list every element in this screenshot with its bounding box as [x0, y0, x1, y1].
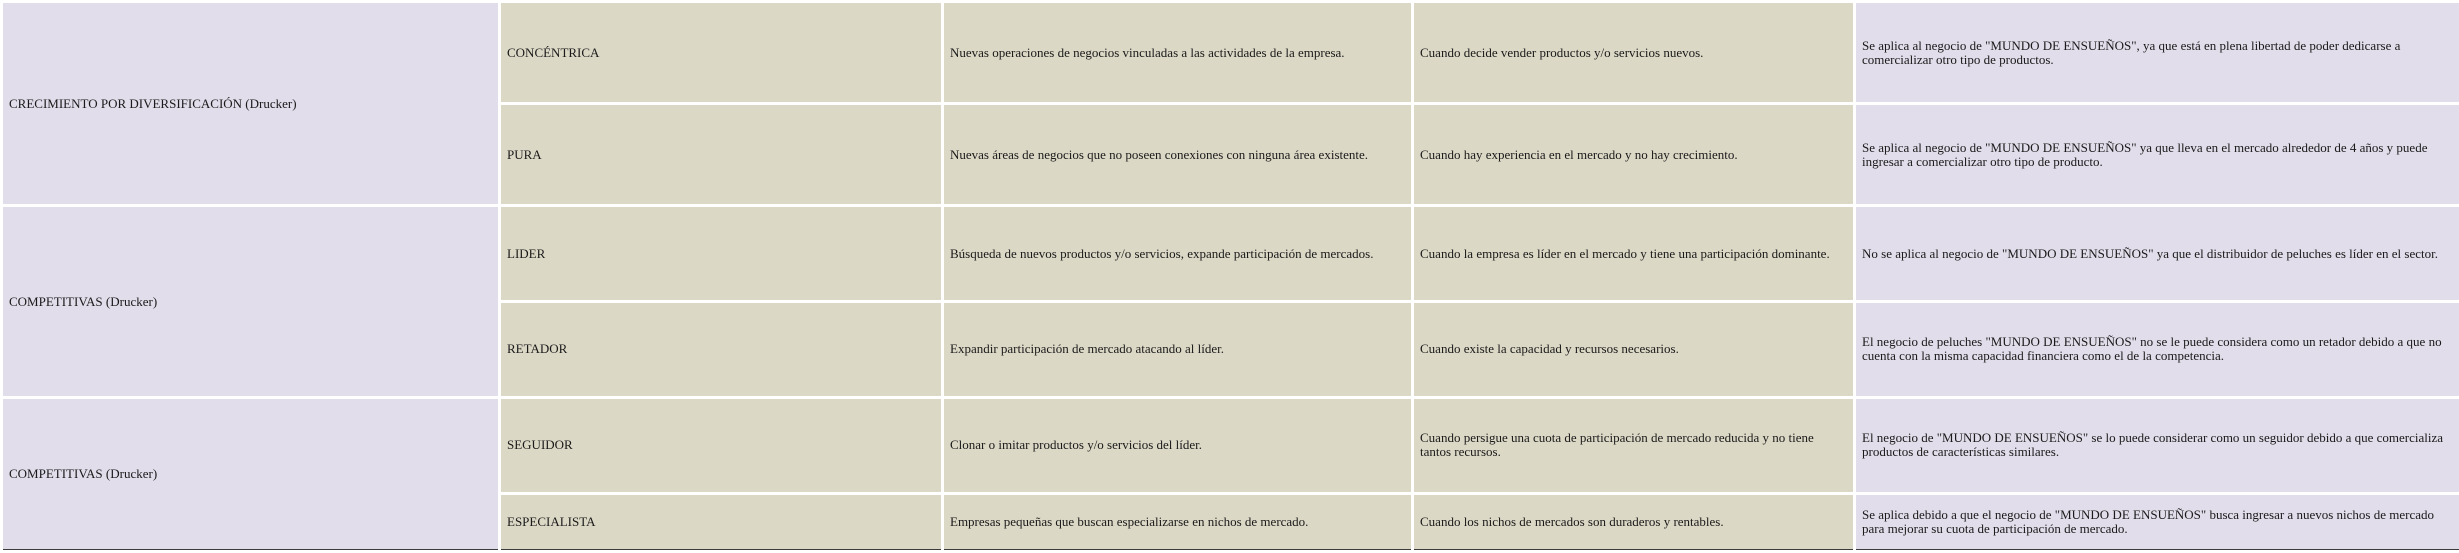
strategy-application: Se aplica debido a que el negocio de "MUNDO DE ENSUEÑOS" busca ingresar a nuevos nichos de mercado para mejorar su cuota de participación de mercado. — [1856, 495, 2459, 550]
strategy-description: Expandir participación de mercado atacando al líder. — [944, 303, 1411, 396]
strategy-description: Nuevas áreas de negocios que no poseen conexiones con ninguna área existente. — [944, 105, 1411, 204]
strategy-description: Clonar o imitar productos y/o servicios del líder. — [944, 399, 1411, 492]
strategy-application: Se aplica al negocio de "MUNDO DE ENSUEÑOS" ya que lleva en el mercado alrededor de 4 años y puede ingresar a comercializar otro tipo de producto. — [1856, 105, 2459, 204]
strategy-application: El negocio de "MUNDO DE ENSUEÑOS" se lo puede considerar como un seguidor debido a que comercializa productos de características similares. — [1856, 399, 2459, 492]
strategy-when: Cuando la empresa es líder en el mercado y tiene una participación dominante. — [1414, 207, 1853, 300]
strategy-description: Búsqueda de nuevos productos y/o servicios, expande participación de mercados. — [944, 207, 1411, 300]
strategy-name: ESPECIALISTA — [501, 495, 941, 550]
table-row — [3, 3, 2459, 102]
strategy-name: PURA — [501, 105, 941, 204]
strategy-name: RETADOR — [501, 303, 941, 396]
strategy-when: Cuando existe la capacidad y recursos necesarios. — [1414, 303, 1853, 396]
group-label: COMPETITIVAS (Drucker) — [3, 399, 498, 550]
strategy-application: El negocio de peluches "MUNDO DE ENSUEÑOS" no se le puede considera como un retador debido a que no cuenta con la misma capacidad financiera como el de la competencia. — [1856, 303, 2459, 396]
strategy-when: Cuando decide vender productos y/o servicios nuevos. — [1414, 3, 1853, 102]
strategy-name: SEGUIDOR — [501, 399, 941, 492]
group-label: CRECIMIENTO POR DIVERSIFICACIÓN (Drucker) — [3, 3, 498, 204]
strategy-when: Cuando persigue una cuota de participación de mercado reducida y no tiene tantos recursos. — [1414, 399, 1853, 492]
group-label: COMPETITIVAS (Drucker) — [3, 207, 498, 396]
strategy-application: No se aplica al negocio de "MUNDO DE ENSUEÑOS" ya que el distribuidor de peluches es líder en el sector. — [1856, 207, 2459, 300]
strategy-name: LIDER — [501, 207, 941, 300]
strategy-description: Empresas pequeñas que buscan especializarse en nichos de mercado. — [944, 495, 1411, 550]
strategy-name: CONCÉNTRICA — [501, 3, 941, 102]
strategy-description: Nuevas operaciones de negocios vinculadas a las actividades de la empresa. — [944, 3, 1411, 102]
table-row — [3, 207, 2459, 300]
strategy-when: Cuando los nichos de mercados son duraderos y rentables. — [1414, 495, 1853, 550]
table-row — [3, 399, 2459, 492]
strategy-application: Se aplica al negocio de "MUNDO DE ENSUEÑOS", ya que está en plena libertad de poder dedicarse a comercializar otro tipo de productos. — [1856, 3, 2459, 102]
strategy-when: Cuando hay experiencia en el mercado y no hay crecimiento. — [1414, 105, 1853, 204]
